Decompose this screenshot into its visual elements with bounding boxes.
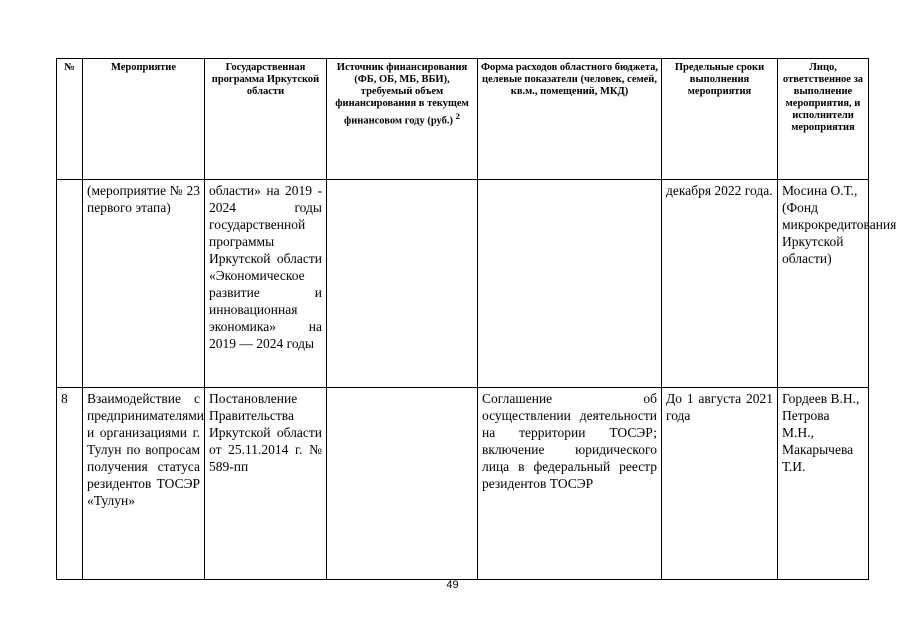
header-source	[327, 59, 478, 180]
row-event: Взаимодействие с предпринимателями и организациями г. Тулун по вопросам получения статуса резидентов ТОСЭР «Тулун»	[83, 388, 205, 580]
activities-table	[56, 58, 897, 580]
table-row	[57, 388, 869, 580]
header-form: Форма расходов областного бюджета, целевые показатели (человек, семей, кв.м., помещений, МКД)	[478, 59, 662, 180]
header-footnote: 2	[455, 111, 461, 121]
header-deadline: Предельные сроки выполнения мероприятия	[662, 59, 778, 180]
row-source	[327, 388, 478, 580]
row-program: Постановление Правительства Иркутской области от 25.11.2014 г. № 589-пп	[205, 388, 327, 580]
row-program: области» на 2019 - 2024 годы государственной программы Иркутской области «Экономическое развитие и инновационная экономика» на 2019 — 2024 годы	[205, 180, 327, 388]
row-number	[57, 180, 83, 388]
row-number: 8	[57, 388, 83, 580]
row-deadline: декабря 2022 года.	[662, 180, 778, 388]
row-deadline: До 1 августа 2021 года	[662, 388, 778, 580]
row-event: (мероприятие № 23 первого этапа)	[83, 180, 205, 388]
row-source	[327, 180, 478, 388]
header-event: Мероприятие	[83, 59, 205, 180]
row-form: Соглашение об осуществлении деятельности на территории ТОСЭР; включение юридического лица в федеральный реестр резидентов ТОСЭР	[478, 388, 662, 580]
header-program: Государственная программа Иркутской области	[205, 59, 327, 180]
header-number: №	[57, 59, 83, 180]
row-responsible: Мосина О.Т., (Фонд микрокредитования Иркутской области)	[778, 180, 869, 388]
header-responsible: Лицо, ответственное за выполнение мероприятия, и исполнители мероприятия	[778, 59, 869, 180]
row-form	[478, 180, 662, 388]
row-responsible: Гордеев В.Н., Петрова М.Н., Макарычева Т.И.	[778, 388, 869, 580]
page-number: 49	[446, 579, 459, 591]
table-header-row	[57, 59, 869, 180]
header-source-text: Источник финансирования (ФБ, ОБ, МБ, ВБИ), требуемый объем финансирования в текущем финансовом году (руб.)	[335, 62, 469, 127]
table-row	[57, 180, 869, 388]
